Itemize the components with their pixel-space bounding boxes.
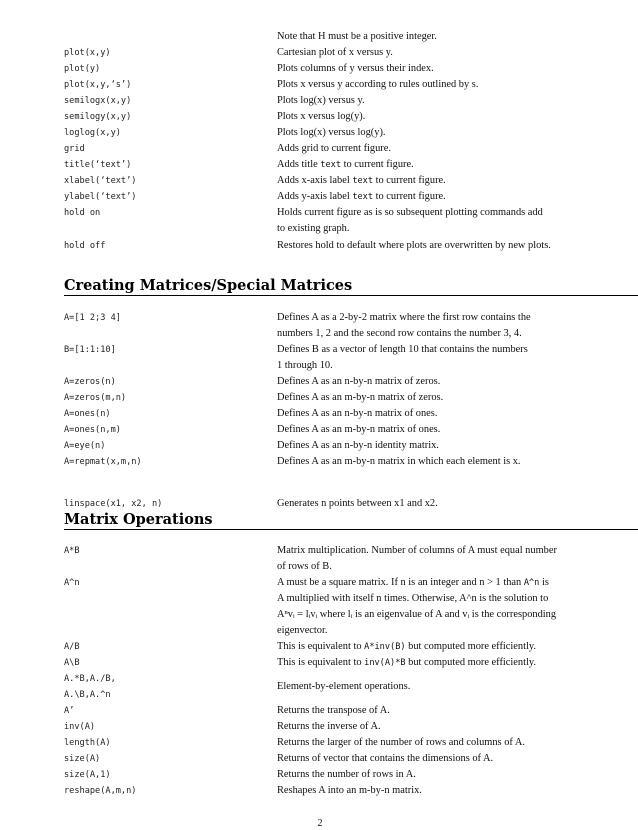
description-cell: Adds y-axis label text to current figure. xyxy=(277,191,446,202)
command-cell: linspace(x1, x2, n) xyxy=(64,499,163,509)
description-cell: of rows of B. xyxy=(277,561,332,572)
table-row xyxy=(0,390,638,406)
table-row xyxy=(0,310,638,326)
command-cell: A’ xyxy=(64,706,75,716)
command-cell: length(A) xyxy=(64,738,111,748)
description-cell: Generates n points between x1 and x2. xyxy=(277,498,438,509)
description-cell: This is equivalent to A*inv(B) but computed more efficiently. xyxy=(277,641,536,652)
table-row xyxy=(0,221,638,237)
description-cell: Defines A as an n-by-n matrix of zeros. xyxy=(277,376,441,387)
command-cell: A.*B,A./B, xyxy=(64,674,116,684)
description-cell: Returns the transpose of A. xyxy=(277,705,390,716)
table-row xyxy=(0,438,638,454)
command-cell: ylabel(‘text’) xyxy=(64,192,137,202)
table-row xyxy=(0,719,638,735)
description-cell: Note that H must be a positive integer. xyxy=(277,31,437,42)
table-row xyxy=(0,607,638,623)
description-cell: Adds title text to current figure. xyxy=(277,159,414,170)
command-cell: A\B xyxy=(64,658,80,668)
command-cell: A/B xyxy=(64,642,80,652)
command-cell: hold off xyxy=(64,241,106,251)
command-cell: A=[1 2;3 4] xyxy=(64,313,121,323)
description-cell: This is equivalent to inv(A)*B but computed more efficiently. xyxy=(277,657,536,668)
command-cell: A=eye(n) xyxy=(64,441,106,451)
description-cell: Restores hold to default where plots are overwritten by new plots. xyxy=(277,240,551,251)
command-cell: xlabel(‘text’) xyxy=(64,176,137,186)
command-cell: semilogx(x,y) xyxy=(64,96,132,106)
table-row xyxy=(0,783,638,799)
description-cell: Plots columns of y versus their index. xyxy=(277,63,434,74)
table-row xyxy=(0,559,638,575)
section-title-creating-matrices: Creating Matrices/Special Matrices xyxy=(64,277,353,294)
description-cell: Element-by-element operations. xyxy=(277,681,411,692)
table-row xyxy=(0,45,638,61)
description-cell: Adds grid to current figure. xyxy=(277,143,391,154)
command-cell: A.\B,A.^n xyxy=(64,690,111,700)
command-cell: reshape(A,m,n) xyxy=(64,786,137,796)
table-row xyxy=(0,157,638,173)
table-row xyxy=(0,406,638,422)
table-row xyxy=(0,29,638,45)
table-row xyxy=(0,591,638,607)
command-cell: plot(y) xyxy=(64,64,101,74)
description-cell: Cartesian plot of x versus y. xyxy=(277,47,393,58)
table-row xyxy=(0,205,638,221)
table-row xyxy=(0,575,638,591)
table-row xyxy=(0,703,638,719)
description-cell: eigenvector. xyxy=(277,625,328,636)
description-cell: Adds x-axis label text to current figure. xyxy=(277,175,446,186)
description-cell: Plots log(x) versus log(y). xyxy=(277,127,386,138)
command-cell: semilogy(x,y) xyxy=(64,112,132,122)
section-divider xyxy=(64,529,638,530)
description-cell: Returns of vector that contains the dimensions of A. xyxy=(277,753,494,764)
description-cell: 1 through 10. xyxy=(277,360,333,371)
command-cell: plot(x,y) xyxy=(64,48,111,58)
command-cell: title(‘text’) xyxy=(64,160,132,170)
section-title-matrix-operations: Matrix Operations xyxy=(64,511,213,528)
description-cell: Returns the number of rows in A. xyxy=(277,769,416,780)
command-cell: A=repmat(x,m,n) xyxy=(64,457,142,467)
description-cell: Defines A as an n-by-n matrix of ones. xyxy=(277,408,438,419)
description-cell: Plots x versus log(y). xyxy=(277,111,366,122)
description-cell: Reshapes A into an m-by-n matrix. xyxy=(277,785,422,796)
description-cell: Returns the larger of the number of rows and columns of A. xyxy=(277,737,525,748)
table-row xyxy=(0,189,638,205)
table-row xyxy=(0,173,638,189)
description-cell: Defines B as a vector of length 10 that contains the numbers xyxy=(277,344,528,355)
table-row xyxy=(0,141,638,157)
table-row xyxy=(0,543,638,559)
description-cell: Plots x versus y according to rules outlined by s. xyxy=(277,79,479,90)
command-cell: A=zeros(m,n) xyxy=(64,393,127,403)
description-cell: numbers 1, 2 and the second row contains the number 3, 4. xyxy=(277,328,522,339)
command-cell: size(A) xyxy=(64,754,101,764)
description-cell: Aⁿvᵢ = lᵢvᵢ where lᵢ is an eigenvalue of A and vᵢ is the corresponding xyxy=(277,609,557,620)
command-cell: hold on xyxy=(64,208,101,218)
table-row xyxy=(0,623,638,639)
table-row xyxy=(0,735,638,751)
command-cell: inv(A) xyxy=(64,722,96,732)
description-cell: Defines A as a 2-by-2 matrix where the first row contains the xyxy=(277,312,531,323)
command-cell: A=zeros(n) xyxy=(64,377,116,387)
command-cell: A^n xyxy=(64,578,80,588)
description-cell: Matrix multiplication. Number of columns of A must equal number xyxy=(277,545,557,556)
table-row xyxy=(0,109,638,125)
page-number: 2 xyxy=(317,818,323,829)
command-cell: A=ones(n) xyxy=(64,409,111,419)
table-row xyxy=(0,496,638,512)
table-row xyxy=(0,125,638,141)
section-divider xyxy=(64,295,638,296)
table-row xyxy=(0,639,638,655)
table-row xyxy=(0,751,638,767)
command-cell: plot(x,y,‘s’) xyxy=(64,80,132,90)
command-cell: size(A,1) xyxy=(64,770,111,780)
table-row xyxy=(0,358,638,374)
table-row xyxy=(0,342,638,358)
command-cell: A*B xyxy=(64,546,80,556)
description-cell: Defines A as an n-by-n identity matrix. xyxy=(277,440,439,451)
table-row xyxy=(0,422,638,438)
command-cell: B=[1:1:10] xyxy=(64,345,116,355)
command-cell: loglog(x,y) xyxy=(64,128,121,138)
table-row xyxy=(0,326,638,342)
description-cell: Holds current figure as is so subsequent plotting commands add xyxy=(277,207,543,218)
description-cell: Returns the inverse of A. xyxy=(277,721,381,732)
description-cell: Defines A as an m-by-n matrix of ones. xyxy=(277,424,441,435)
table-row xyxy=(0,61,638,77)
table-row xyxy=(0,767,638,783)
description-cell: Defines A as an m-by-n matrix of zeros. xyxy=(277,392,444,403)
table-row xyxy=(0,655,638,671)
command-cell: grid xyxy=(64,144,85,154)
description-cell: to existing graph. xyxy=(277,223,350,234)
table-row xyxy=(0,93,638,109)
command-cell: A=ones(n,m) xyxy=(64,425,121,435)
description-cell: Plots log(x) versus y. xyxy=(277,95,365,106)
table-row xyxy=(0,454,638,470)
description-cell: A multiplied with itself n times. Otherwise, A^n is the solution to xyxy=(277,593,549,604)
description-cell: A must be a square matrix. If n is an integer and n > 1 than A^n is xyxy=(277,577,549,588)
table-row xyxy=(0,374,638,390)
table-row xyxy=(0,77,638,93)
table-row xyxy=(0,238,638,254)
description-cell: Defines A as an m-by-n matrix in which each element is x. xyxy=(277,456,521,467)
